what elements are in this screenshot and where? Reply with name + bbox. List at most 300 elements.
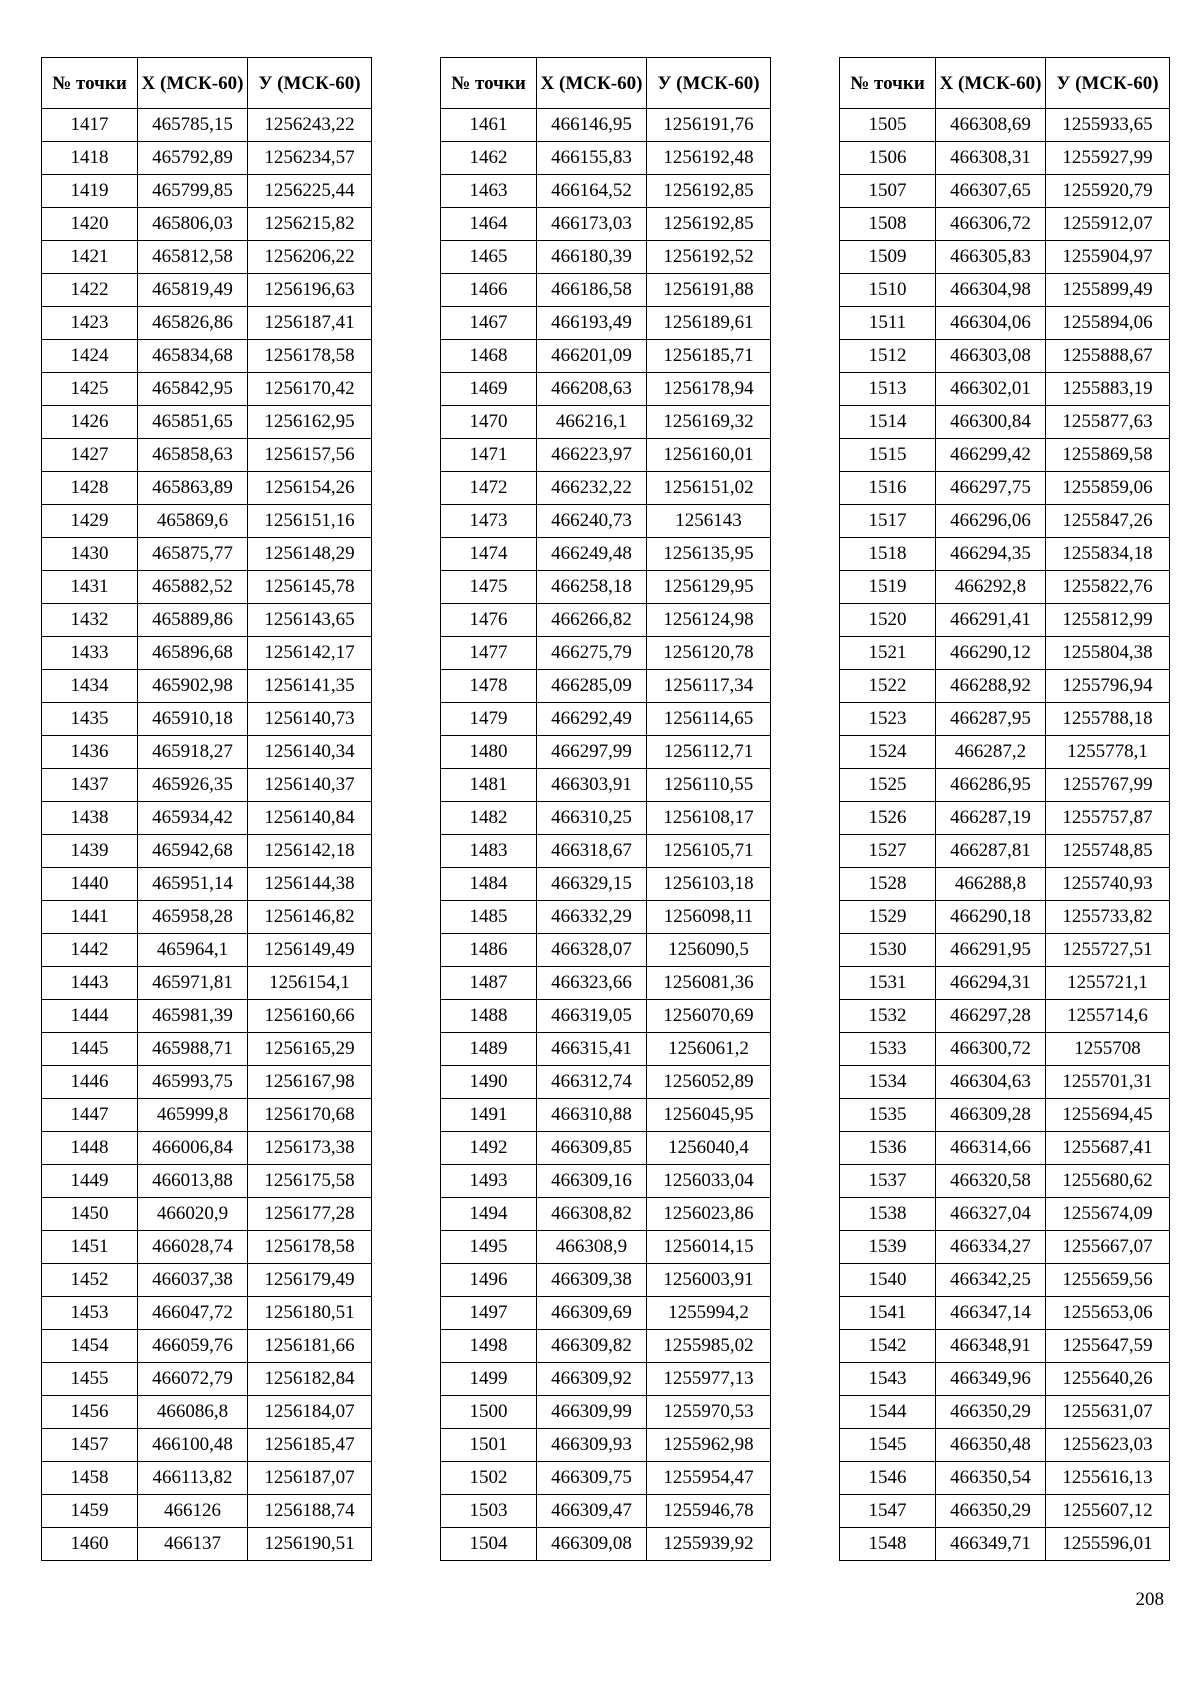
- table-row: [840, 1429, 1170, 1462]
- x-coordinate-cell: 466216,1: [537, 406, 647, 439]
- point-number-cell: 1480: [441, 736, 537, 769]
- table-row: [42, 637, 372, 670]
- header-x-coordinate: X (МСК-60): [936, 58, 1046, 109]
- y-coordinate-cell: 1256192,52: [647, 241, 771, 274]
- x-coordinate-cell: 466348,91: [936, 1330, 1046, 1363]
- y-coordinate-cell: 1256192,85: [647, 175, 771, 208]
- y-coordinate-cell: 1255927,99: [1046, 142, 1170, 175]
- x-coordinate-cell: 466297,28: [936, 1000, 1046, 1033]
- y-coordinate-cell: 1255962,98: [647, 1429, 771, 1462]
- table-row: [840, 703, 1170, 736]
- y-coordinate-cell: 1255694,45: [1046, 1099, 1170, 1132]
- x-coordinate-cell: 466350,29: [936, 1396, 1046, 1429]
- point-number-cell: 1419: [42, 175, 138, 208]
- x-coordinate-cell: 466329,15: [537, 868, 647, 901]
- table-row: [840, 1495, 1170, 1528]
- table-row: [42, 703, 372, 736]
- x-coordinate-cell: 466302,01: [936, 373, 1046, 406]
- table-row: [42, 472, 372, 505]
- x-coordinate-cell: 466314,66: [936, 1132, 1046, 1165]
- point-number-cell: 1486: [441, 934, 537, 967]
- x-coordinate-cell: 466305,83: [936, 241, 1046, 274]
- y-coordinate-cell: 1256234,57: [248, 142, 372, 175]
- x-coordinate-cell: 466300,72: [936, 1033, 1046, 1066]
- x-coordinate-cell: 466300,84: [936, 406, 1046, 439]
- point-number-cell: 1503: [441, 1495, 537, 1528]
- table-row: [441, 1066, 771, 1099]
- table-row: [42, 505, 372, 538]
- point-number-cell: 1436: [42, 736, 138, 769]
- x-coordinate-cell: 465934,42: [138, 802, 248, 835]
- point-number-cell: 1479: [441, 703, 537, 736]
- x-coordinate-cell: 465812,58: [138, 241, 248, 274]
- point-number-cell: 1537: [840, 1165, 936, 1198]
- x-coordinate-cell: 466297,75: [936, 472, 1046, 505]
- y-coordinate-cell: 1256146,82: [248, 901, 372, 934]
- point-number-cell: 1463: [441, 175, 537, 208]
- x-coordinate-cell: 466137: [138, 1528, 248, 1561]
- x-coordinate-cell: 465799,85: [138, 175, 248, 208]
- y-coordinate-cell: 1256185,47: [248, 1429, 372, 1462]
- y-coordinate-cell: 1255869,58: [1046, 439, 1170, 472]
- point-number-cell: 1492: [441, 1132, 537, 1165]
- x-coordinate-cell: 466303,08: [936, 340, 1046, 373]
- point-number-cell: 1475: [441, 571, 537, 604]
- point-number-cell: 1458: [42, 1462, 138, 1495]
- point-number-cell: 1544: [840, 1396, 936, 1429]
- table-row: [840, 1198, 1170, 1231]
- table-row: [42, 1066, 372, 1099]
- y-coordinate-cell: 1256184,07: [248, 1396, 372, 1429]
- x-coordinate-cell: 466294,35: [936, 538, 1046, 571]
- x-coordinate-cell: 466306,72: [936, 208, 1046, 241]
- point-number-cell: 1443: [42, 967, 138, 1000]
- x-coordinate-cell: 465889,86: [138, 604, 248, 637]
- table-row: [441, 1132, 771, 1165]
- table-row: [42, 1264, 372, 1297]
- y-coordinate-cell: 1256129,95: [647, 571, 771, 604]
- y-coordinate-cell: 1256225,44: [248, 175, 372, 208]
- point-number-cell: 1531: [840, 967, 936, 1000]
- y-coordinate-cell: 1256014,15: [647, 1231, 771, 1264]
- x-coordinate-cell: 466287,19: [936, 802, 1046, 835]
- point-number-cell: 1514: [840, 406, 936, 439]
- table-row: [42, 175, 372, 208]
- x-coordinate-cell: 466334,27: [936, 1231, 1046, 1264]
- table-row: [840, 967, 1170, 1000]
- x-coordinate-cell: 465918,27: [138, 736, 248, 769]
- point-number-cell: 1439: [42, 835, 138, 868]
- y-coordinate-cell: 1256140,34: [248, 736, 372, 769]
- table-row: [840, 1297, 1170, 1330]
- y-coordinate-cell: 1255939,92: [647, 1528, 771, 1561]
- x-coordinate-cell: 466327,04: [936, 1198, 1046, 1231]
- table-row: [42, 1165, 372, 1198]
- y-coordinate-cell: 1256033,04: [647, 1165, 771, 1198]
- point-number-cell: 1535: [840, 1099, 936, 1132]
- point-number-cell: 1521: [840, 637, 936, 670]
- table-row: [42, 868, 372, 901]
- x-coordinate-cell: 466318,67: [537, 835, 647, 868]
- page-number: 208: [1135, 1589, 1164, 1610]
- table-body: [840, 109, 1170, 1561]
- table-row: [840, 934, 1170, 967]
- table-row: [840, 538, 1170, 571]
- point-number-cell: 1507: [840, 175, 936, 208]
- y-coordinate-cell: 1256117,34: [647, 670, 771, 703]
- x-coordinate-cell: 466308,69: [936, 109, 1046, 142]
- table-row: [441, 142, 771, 175]
- point-number-cell: 1493: [441, 1165, 537, 1198]
- x-coordinate-cell: 465806,03: [138, 208, 248, 241]
- point-number-cell: 1424: [42, 340, 138, 373]
- x-coordinate-cell: 466266,82: [537, 604, 647, 637]
- table-row: [840, 1066, 1170, 1099]
- point-number-cell: 1504: [441, 1528, 537, 1561]
- y-coordinate-cell: 1255647,59: [1046, 1330, 1170, 1363]
- point-number-cell: 1539: [840, 1231, 936, 1264]
- coordinates-table-2: [440, 57, 771, 1561]
- x-coordinate-cell: 466232,22: [537, 472, 647, 505]
- point-number-cell: 1448: [42, 1132, 138, 1165]
- point-number-cell: 1491: [441, 1099, 537, 1132]
- y-coordinate-cell: 1255788,18: [1046, 703, 1170, 736]
- y-coordinate-cell: 1256098,11: [647, 901, 771, 934]
- y-coordinate-cell: 1255767,99: [1046, 769, 1170, 802]
- point-number-cell: 1461: [441, 109, 537, 142]
- x-coordinate-cell: 466309,85: [537, 1132, 647, 1165]
- point-number-cell: 1430: [42, 538, 138, 571]
- x-coordinate-cell: 466312,74: [537, 1066, 647, 1099]
- table-row: [840, 274, 1170, 307]
- x-coordinate-cell: 466287,2: [936, 736, 1046, 769]
- point-number-cell: 1460: [42, 1528, 138, 1561]
- y-coordinate-cell: 1256178,94: [647, 373, 771, 406]
- coordinates-table-3: [839, 57, 1170, 1561]
- table-row: [441, 1099, 771, 1132]
- x-coordinate-cell: 465964,1: [138, 934, 248, 967]
- y-coordinate-cell: 1255946,78: [647, 1495, 771, 1528]
- table-row: [840, 1099, 1170, 1132]
- table-row: [840, 307, 1170, 340]
- point-number-cell: 1548: [840, 1528, 936, 1561]
- point-number-cell: 1456: [42, 1396, 138, 1429]
- table-row: [441, 241, 771, 274]
- point-number-cell: 1437: [42, 769, 138, 802]
- y-coordinate-cell: 1255721,1: [1046, 967, 1170, 1000]
- point-number-cell: 1481: [441, 769, 537, 802]
- point-number-cell: 1441: [42, 901, 138, 934]
- y-coordinate-cell: 1256124,98: [647, 604, 771, 637]
- y-coordinate-cell: 1256206,22: [248, 241, 372, 274]
- x-coordinate-cell: 465834,68: [138, 340, 248, 373]
- point-number-cell: 1435: [42, 703, 138, 736]
- point-number-cell: 1487: [441, 967, 537, 1000]
- table-row: [441, 1495, 771, 1528]
- y-coordinate-cell: 1255701,31: [1046, 1066, 1170, 1099]
- y-coordinate-cell: 1256162,95: [248, 406, 372, 439]
- y-coordinate-cell: 1255847,26: [1046, 505, 1170, 538]
- y-coordinate-cell: 1256192,48: [647, 142, 771, 175]
- x-coordinate-cell: 466100,48: [138, 1429, 248, 1462]
- x-coordinate-cell: 465842,95: [138, 373, 248, 406]
- table-row: [42, 208, 372, 241]
- point-number-cell: 1532: [840, 1000, 936, 1033]
- table-row: [441, 1429, 771, 1462]
- point-number-cell: 1417: [42, 109, 138, 142]
- table-row: [441, 736, 771, 769]
- point-number-cell: 1508: [840, 208, 936, 241]
- x-coordinate-cell: 466347,14: [936, 1297, 1046, 1330]
- point-number-cell: 1515: [840, 439, 936, 472]
- point-number-cell: 1516: [840, 472, 936, 505]
- table-row: [441, 703, 771, 736]
- point-number-cell: 1522: [840, 670, 936, 703]
- table-header-row: [840, 58, 1170, 109]
- point-number-cell: 1538: [840, 1198, 936, 1231]
- y-coordinate-cell: 1256142,18: [248, 835, 372, 868]
- point-number-cell: 1526: [840, 802, 936, 835]
- y-coordinate-cell: 1255970,53: [647, 1396, 771, 1429]
- y-coordinate-cell: 1256148,29: [248, 538, 372, 571]
- x-coordinate-cell: 466308,9: [537, 1231, 647, 1264]
- table-row: [441, 175, 771, 208]
- point-number-cell: 1420: [42, 208, 138, 241]
- x-coordinate-cell: 465858,63: [138, 439, 248, 472]
- point-number-cell: 1474: [441, 538, 537, 571]
- table-row: [42, 241, 372, 274]
- table-row: [840, 1462, 1170, 1495]
- y-coordinate-cell: 1256142,17: [248, 637, 372, 670]
- x-coordinate-cell: 466086,8: [138, 1396, 248, 1429]
- x-coordinate-cell: 465851,65: [138, 406, 248, 439]
- point-number-cell: 1470: [441, 406, 537, 439]
- y-coordinate-cell: 1255883,19: [1046, 373, 1170, 406]
- table-row: [441, 1462, 771, 1495]
- x-coordinate-cell: 466310,25: [537, 802, 647, 835]
- x-coordinate-cell: 466309,93: [537, 1429, 647, 1462]
- y-coordinate-cell: 1255680,62: [1046, 1165, 1170, 1198]
- table-row: [42, 604, 372, 637]
- x-coordinate-cell: 466350,48: [936, 1429, 1046, 1462]
- table-row: [840, 109, 1170, 142]
- header-point-number: № точки: [42, 58, 138, 109]
- x-coordinate-cell: 465875,77: [138, 538, 248, 571]
- x-coordinate-cell: 466303,91: [537, 769, 647, 802]
- table-row: [42, 1198, 372, 1231]
- x-coordinate-cell: 466342,25: [936, 1264, 1046, 1297]
- y-coordinate-cell: 1256188,74: [248, 1495, 372, 1528]
- x-coordinate-cell: 466047,72: [138, 1297, 248, 1330]
- table-row: [840, 802, 1170, 835]
- x-coordinate-cell: 466291,95: [936, 934, 1046, 967]
- x-coordinate-cell: 465942,68: [138, 835, 248, 868]
- point-number-cell: 1468: [441, 340, 537, 373]
- x-coordinate-cell: 466304,98: [936, 274, 1046, 307]
- point-number-cell: 1485: [441, 901, 537, 934]
- point-number-cell: 1462: [441, 142, 537, 175]
- y-coordinate-cell: 1256185,71: [647, 340, 771, 373]
- table-row: [42, 1462, 372, 1495]
- table-row: [840, 868, 1170, 901]
- point-number-cell: 1449: [42, 1165, 138, 1198]
- y-coordinate-cell: 1255607,12: [1046, 1495, 1170, 1528]
- table-row: [441, 1330, 771, 1363]
- y-coordinate-cell: 1256120,78: [647, 637, 771, 670]
- y-coordinate-cell: 1256090,5: [647, 934, 771, 967]
- table-row: [441, 1297, 771, 1330]
- table-row: [840, 1363, 1170, 1396]
- table-row: [441, 274, 771, 307]
- table-body: [42, 109, 372, 1561]
- point-number-cell: 1543: [840, 1363, 936, 1396]
- table-row: [840, 604, 1170, 637]
- x-coordinate-cell: 466309,99: [537, 1396, 647, 1429]
- y-coordinate-cell: 1255733,82: [1046, 901, 1170, 934]
- table-row: [840, 340, 1170, 373]
- table-row: [840, 901, 1170, 934]
- x-coordinate-cell: 466201,09: [537, 340, 647, 373]
- y-coordinate-cell: 1256151,02: [647, 472, 771, 505]
- point-number-cell: 1438: [42, 802, 138, 835]
- y-coordinate-cell: 1256154,1: [248, 967, 372, 1000]
- table-row: [840, 670, 1170, 703]
- point-number-cell: 1512: [840, 340, 936, 373]
- x-coordinate-cell: 466299,42: [936, 439, 1046, 472]
- header-x-coordinate: X (МСК-60): [537, 58, 647, 109]
- point-number-cell: 1520: [840, 604, 936, 637]
- x-coordinate-cell: 465951,14: [138, 868, 248, 901]
- table-row: [840, 1396, 1170, 1429]
- y-coordinate-cell: 1255623,03: [1046, 1429, 1170, 1462]
- y-coordinate-cell: 1256140,73: [248, 703, 372, 736]
- table-row: [840, 1231, 1170, 1264]
- y-coordinate-cell: 1256105,71: [647, 835, 771, 868]
- table-row: [441, 1264, 771, 1297]
- table-row: [840, 1330, 1170, 1363]
- y-coordinate-cell: 1255674,09: [1046, 1198, 1170, 1231]
- table-row: [42, 307, 372, 340]
- y-coordinate-cell: 1256187,41: [248, 307, 372, 340]
- table-row: [42, 670, 372, 703]
- y-coordinate-cell: 1256135,95: [647, 538, 771, 571]
- point-number-cell: 1427: [42, 439, 138, 472]
- point-number-cell: 1528: [840, 868, 936, 901]
- table-row: [441, 109, 771, 142]
- x-coordinate-cell: 466309,38: [537, 1264, 647, 1297]
- y-coordinate-cell: 1255954,47: [647, 1462, 771, 1495]
- point-number-cell: 1457: [42, 1429, 138, 1462]
- point-number-cell: 1434: [42, 670, 138, 703]
- y-coordinate-cell: 1255640,26: [1046, 1363, 1170, 1396]
- point-number-cell: 1509: [840, 241, 936, 274]
- x-coordinate-cell: 466323,66: [537, 967, 647, 1000]
- point-number-cell: 1471: [441, 439, 537, 472]
- y-coordinate-cell: 1256045,95: [647, 1099, 771, 1132]
- y-coordinate-cell: 1256180,51: [248, 1297, 372, 1330]
- point-number-cell: 1500: [441, 1396, 537, 1429]
- x-coordinate-cell: 466006,84: [138, 1132, 248, 1165]
- point-number-cell: 1466: [441, 274, 537, 307]
- x-coordinate-cell: 466180,39: [537, 241, 647, 274]
- point-number-cell: 1431: [42, 571, 138, 604]
- point-number-cell: 1472: [441, 472, 537, 505]
- y-coordinate-cell: 1256160,66: [248, 1000, 372, 1033]
- table-row: [840, 1165, 1170, 1198]
- table-row: [42, 406, 372, 439]
- point-number-cell: 1477: [441, 637, 537, 670]
- table-row: [840, 571, 1170, 604]
- x-coordinate-cell: 466309,92: [537, 1363, 647, 1396]
- point-number-cell: 1473: [441, 505, 537, 538]
- point-number-cell: 1510: [840, 274, 936, 307]
- table-row: [441, 1363, 771, 1396]
- y-coordinate-cell: 1255933,65: [1046, 109, 1170, 142]
- y-coordinate-cell: 1255757,87: [1046, 802, 1170, 835]
- x-coordinate-cell: 465999,8: [138, 1099, 248, 1132]
- y-coordinate-cell: 1255596,01: [1046, 1528, 1170, 1561]
- x-coordinate-cell: 466173,03: [537, 208, 647, 241]
- x-coordinate-cell: 466028,74: [138, 1231, 248, 1264]
- table-row: [441, 505, 771, 538]
- y-coordinate-cell: 1256103,18: [647, 868, 771, 901]
- point-number-cell: 1483: [441, 835, 537, 868]
- point-number-cell: 1451: [42, 1231, 138, 1264]
- y-coordinate-cell: 1256154,26: [248, 472, 372, 505]
- table-row: [42, 340, 372, 373]
- table-row: [441, 967, 771, 1000]
- table-row: [42, 802, 372, 835]
- x-coordinate-cell: 466288,8: [936, 868, 1046, 901]
- x-coordinate-cell: 465910,18: [138, 703, 248, 736]
- y-coordinate-cell: 1256191,76: [647, 109, 771, 142]
- table-row: [441, 472, 771, 505]
- y-coordinate-cell: 1255920,79: [1046, 175, 1170, 208]
- y-coordinate-cell: 1255912,07: [1046, 208, 1170, 241]
- point-number-cell: 1517: [840, 505, 936, 538]
- y-coordinate-cell: 1256191,88: [647, 274, 771, 307]
- table-row: [441, 340, 771, 373]
- point-number-cell: 1536: [840, 1132, 936, 1165]
- table-row: [840, 1132, 1170, 1165]
- table-row: [840, 505, 1170, 538]
- table-row: [42, 1363, 372, 1396]
- table-row: [42, 1297, 372, 1330]
- point-number-cell: 1429: [42, 505, 138, 538]
- table-row: [441, 835, 771, 868]
- y-coordinate-cell: 1256157,56: [248, 439, 372, 472]
- y-coordinate-cell: 1255804,38: [1046, 637, 1170, 670]
- table-body: [441, 109, 771, 1561]
- x-coordinate-cell: 466332,29: [537, 901, 647, 934]
- x-coordinate-cell: 466350,54: [936, 1462, 1046, 1495]
- table-row: [42, 439, 372, 472]
- table-row: [441, 571, 771, 604]
- x-coordinate-cell: 466113,82: [138, 1462, 248, 1495]
- y-coordinate-cell: 1256181,66: [248, 1330, 372, 1363]
- x-coordinate-cell: 465971,81: [138, 967, 248, 1000]
- point-number-cell: 1442: [42, 934, 138, 967]
- x-coordinate-cell: 466319,05: [537, 1000, 647, 1033]
- point-number-cell: 1499: [441, 1363, 537, 1396]
- table-row: [840, 373, 1170, 406]
- y-coordinate-cell: 1255822,76: [1046, 571, 1170, 604]
- x-coordinate-cell: 465819,49: [138, 274, 248, 307]
- header-x-coordinate: X (МСК-60): [138, 58, 248, 109]
- table-row: [42, 967, 372, 1000]
- y-coordinate-cell: 1255667,07: [1046, 1231, 1170, 1264]
- y-coordinate-cell: 1256175,58: [248, 1165, 372, 1198]
